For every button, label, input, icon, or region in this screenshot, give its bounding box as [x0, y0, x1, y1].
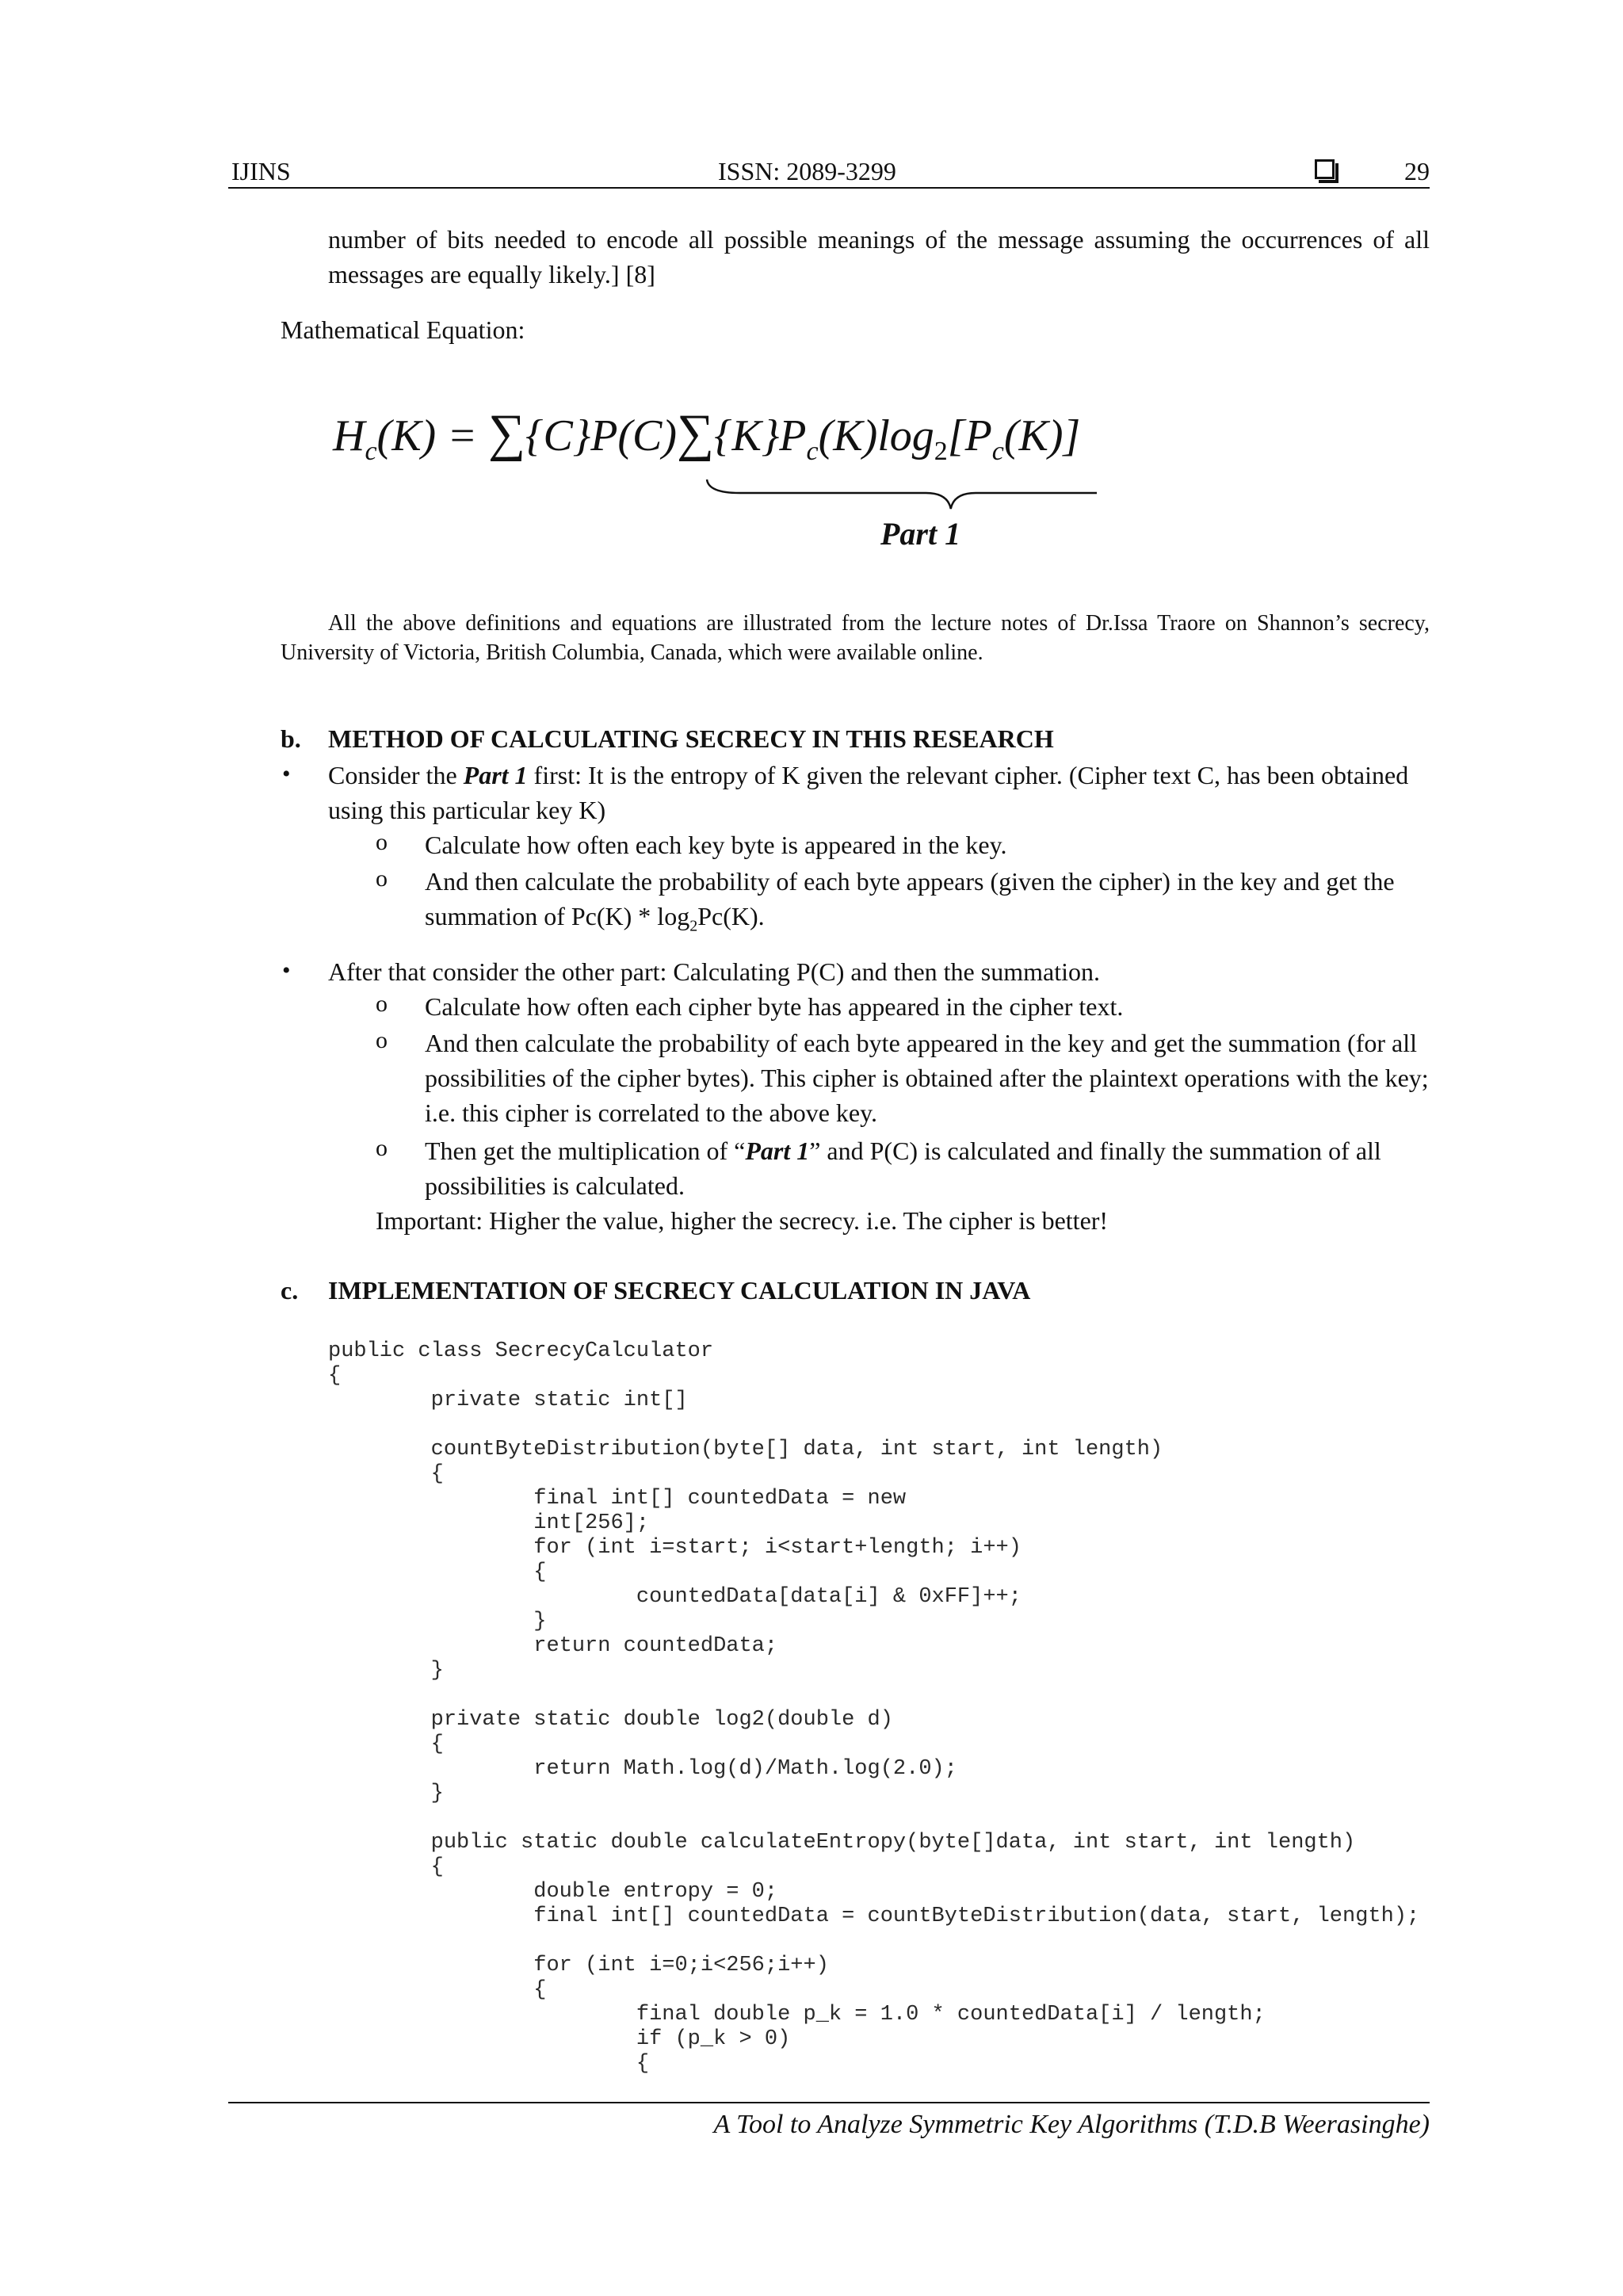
math-label: Mathematical Equation:	[281, 315, 525, 344]
sub-bullet-icon: o	[376, 1027, 388, 1053]
part-1-label: Part 1	[880, 516, 961, 552]
bullet-2-sub-1: Calculate how often each cipher byte has appeared in the cipher text.	[425, 992, 1124, 1021]
eq-pc-arg: (K)log	[818, 411, 934, 460]
eq-set-c: {C}P(C)	[525, 411, 678, 460]
eq-lhs: H	[333, 411, 365, 460]
sub-bullet-icon: o	[376, 865, 388, 892]
page-number: 29	[1404, 157, 1430, 185]
intro-paragraph: number of bits needed to encode all possible meanings of the message assuming the occurrences of all messages are equally likely.] [8]	[328, 225, 1430, 288]
bullet-2: After that consider the other part: Calculating P(C) and then the summation.	[328, 957, 1100, 986]
bullet-2-sub-3: Then get the multiplication of “Part 1” and P(C) is calculated and finally the summation of all possibilities is calculated.	[425, 1137, 1381, 1200]
eq-bracket-sub: c	[991, 437, 1004, 466]
bullet-1: Consider the Part 1 first: It is the entropy of K given the relevant cipher. (Cipher text C, has been obtained using this particular key K)	[328, 761, 1409, 824]
checkbox-icon	[1315, 159, 1335, 179]
note-paragraph: All the above definitions and equations are illustrated from the lecture notes of Dr.Issa Traore on Shannon’s secrecy, University of Victoria, British Columbia, Canada, which were available online.	[281, 611, 1430, 665]
java-code-block: public class SecrecyCalculator { private static int[] countByteDistribution(byte[] data, int start, int length) { final int[] countedData = new int[256]; for (int i=start; i<start+length; i++) { countedData[data[i] & 0xFF]++; } return countedData; } private static double log2(double d) { return Math.log(d)/Math.log(2.0); } public static double calculateEntropy(byte[]data, int start, int length) { double entropy = 0; final int[] countedData = countByteDistribution(data, start, length); for (int i=0;i<256;i++) { final double p_k = 1.0 * countedData[i] / length; if (p_k > 0) {	[328, 1339, 1420, 2076]
eq-lhs-arg: (K) =	[376, 411, 488, 460]
section-b-letter: b.	[281, 724, 301, 753]
issn: ISSN: 2089-3299	[718, 157, 896, 185]
journal-name: IJINS	[231, 157, 291, 185]
svg-text:Hc(K) = ∑{C}P(C)∑{K}Pc(K)log2[	[332, 404, 1080, 466]
bullet-1-sub-1: Calculate how often each key byte is appeared in the key.	[425, 831, 1007, 859]
bullet-icon: •	[282, 957, 291, 984]
important-note: Important: Higher the value, higher the secrecy. i.e. The cipher is better!	[376, 1206, 1109, 1235]
header-rule	[228, 187, 1430, 189]
eq-pc-sub: c	[806, 437, 819, 466]
footer-title: A Tool to Analyze Symmetric Key Algorithms (T.D.B Weerasinghe)	[713, 2110, 1430, 2139]
section-c-title: IMPLEMENTATION OF SECRECY CALCULATION IN JAVA	[328, 1276, 1031, 1305]
bullet-2-sub-2: And then calculate the probability of each byte appeared in the key and get the summation (for all possibilities of the cipher bytes). This cipher is obtained after the plaintext operations with the key; i.e. this cipher is correlated to the above key.	[425, 1029, 1429, 1127]
sub-bullet-icon: o	[376, 991, 388, 1017]
sub-bullet-icon: o	[376, 1135, 388, 1161]
sub-bullet-icon: o	[376, 829, 388, 855]
eq-lhs-sub: c	[365, 437, 377, 466]
bullet-icon: •	[282, 761, 291, 787]
section-c-letter: c.	[281, 1276, 299, 1305]
eq-sum2: ∑	[677, 404, 715, 462]
entropy-equation	[328, 396, 1121, 567]
eq-set-k: {K}P	[714, 411, 807, 460]
eq-bracket: [P	[947, 411, 992, 460]
underbrace	[707, 479, 1097, 509]
footer-rule	[228, 2102, 1430, 2103]
eq-bracket-end: (K)]	[1003, 411, 1081, 460]
eq-sum1: ∑	[487, 404, 526, 462]
section-b-title: METHOD OF CALCULATING SECRECY IN THIS RESEARCH	[328, 724, 1054, 753]
bullet-1-sub-2: And then calculate the probability of each byte appears (given the cipher) in the key and get the summation of $Pc(K) * \log_2Pc(K)$.	[425, 867, 1395, 935]
eq-log-sub: 2	[934, 437, 948, 466]
